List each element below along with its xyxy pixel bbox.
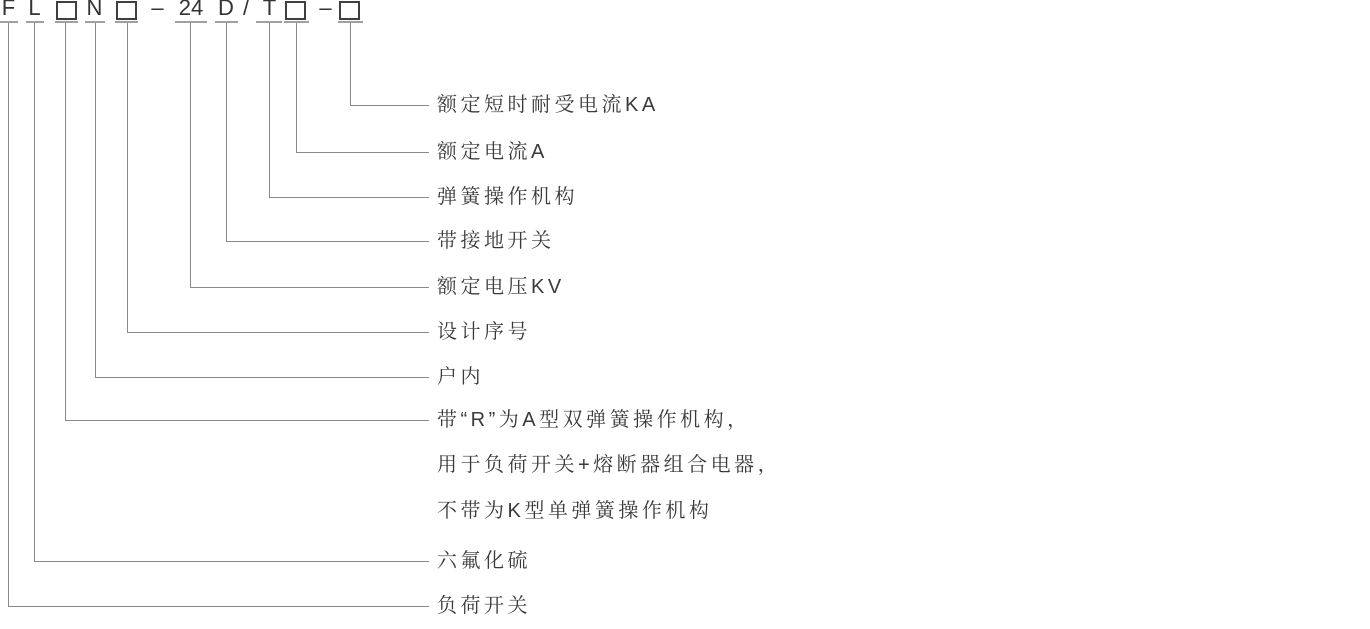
connector-vline-box3: [296, 23, 297, 152]
legend-label-rated-current: 额定电流A: [437, 141, 548, 163]
connector-hline-row3: [269, 197, 429, 198]
code-symbol-l: L: [28, 0, 41, 20]
code-dash-1: –: [151, 0, 164, 20]
connector-hline-row12: [8, 606, 429, 607]
legend-label-rated-voltage: 额定电压KV: [437, 276, 565, 298]
connector-hline-row6: [127, 332, 429, 333]
code-symbol-d: D: [218, 0, 234, 20]
connector-vline-l: [34, 23, 35, 561]
code-slash: /: [242, 0, 250, 20]
connector-vline-f: [8, 23, 9, 606]
connector-vline-box1: [65, 23, 66, 420]
code-symbol-24: 24: [178, 0, 204, 20]
connector-vline-n: [95, 23, 96, 377]
underline-l: [26, 21, 44, 23]
connector-hline-row2: [296, 152, 429, 153]
underline-box1: [55, 21, 78, 23]
underline-24: [175, 21, 207, 23]
underline-f: [0, 21, 18, 23]
legend-label-load-switch: 负荷开关: [437, 595, 531, 617]
connector-hline-row11: [34, 561, 429, 562]
connector-hline-row4: [226, 241, 429, 242]
code-box-2: [116, 1, 137, 20]
legend-label-r-type-line1: 带“R”为A型双弹簧操作机构，: [437, 409, 751, 431]
connector-hline-row8: [65, 420, 429, 421]
legend-label-earthing-switch: 带接地开关: [437, 230, 555, 252]
code-dash-2: –: [319, 0, 332, 20]
connector-vline-t: [269, 23, 270, 197]
connector-vline-box2: [127, 23, 128, 332]
connector-hline-row1: [350, 105, 429, 106]
code-symbol-t: T: [262, 0, 277, 20]
code-symbol-n: N: [86, 0, 103, 20]
code-box-1: [56, 1, 77, 20]
legend-label-sf6: 六氟化硫: [437, 550, 531, 572]
connector-vline-24: [190, 23, 191, 287]
connector-vline-d: [226, 23, 227, 241]
legend-label-spring-mechanism: 弹簧操作机构: [437, 186, 578, 208]
connector-hline-row5: [190, 287, 429, 288]
legend-label-short-time-current: 额定短时耐受电流KA: [437, 94, 659, 116]
code-box-4: [339, 1, 360, 20]
legend-label-design-serial: 设计序号: [437, 321, 531, 343]
legend-label-r-type-line2: 用于负荷开关+熔断器组合电器，: [437, 454, 782, 476]
connector-hline-row7: [95, 377, 429, 378]
code-symbol-f: F: [1, 0, 16, 20]
code-box-3: [285, 1, 306, 20]
legend-label-indoor: 户内: [437, 366, 484, 388]
connector-vline-box4: [350, 23, 351, 105]
legend-label-r-type-line3: 不带为K型单弹簧操作机构: [437, 500, 713, 522]
